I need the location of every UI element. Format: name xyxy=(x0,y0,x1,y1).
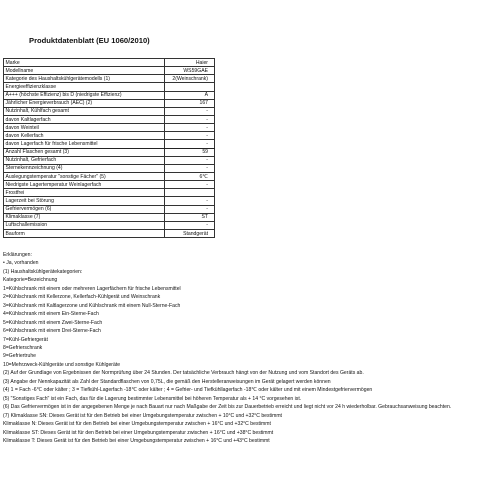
row-value: Standgerät xyxy=(165,229,215,237)
row-label: Anzahl Flaschen gesamt (3) xyxy=(4,148,165,156)
table-row xyxy=(4,172,215,180)
table-row xyxy=(4,124,215,132)
table-row xyxy=(4,205,215,213)
row-label: davon Weinteil xyxy=(4,124,165,132)
note-line: (4) 1 = Fach -6℃ oder kälter ; 3 = Tiefkühl-Lagerfach -18℃ oder kälter ; 4 = Gefrier- und Tiefkühllagerfach -18℃ oder kälter und mit einem Mindestgefriervermögen xyxy=(3,387,373,394)
row-value: - xyxy=(165,164,215,172)
note-line: Erklärungen: xyxy=(3,252,32,258)
row-label: davon Kellerfach xyxy=(4,132,165,140)
row-value: - xyxy=(165,156,215,164)
row-label: Modellname xyxy=(4,67,165,75)
row-value xyxy=(165,189,215,197)
row-value: - xyxy=(165,115,215,123)
row-label: Kategorie des Haushaltskühlgerätemodells (1) xyxy=(4,75,165,83)
row-label: Sternekennzeichnung (4) xyxy=(4,164,165,172)
row-value: - xyxy=(165,124,215,132)
row-value: 167 xyxy=(165,99,215,107)
row-value: - xyxy=(165,197,215,205)
table-row xyxy=(4,140,215,148)
note-line: 4=Kühlschrank mit einem Ein-Sterne-Fach xyxy=(3,311,99,318)
row-label: Gefriervermögen (6) xyxy=(4,205,165,213)
row-label: Nutzinhalt, Gefrierfach xyxy=(4,156,165,164)
table-row xyxy=(4,148,215,156)
note-line: Klimaklasse T: Dieses Gerät ist für den Betrieb bei einer Umgebungstemperatur zwischen + 16°C und +43°C bestimmt xyxy=(3,437,270,444)
row-label: Klimaklasse (7) xyxy=(4,213,165,221)
row-value: WS59GAE xyxy=(165,67,215,75)
table-row xyxy=(4,59,215,67)
row-label: Marke xyxy=(4,59,165,67)
note-line: Klimaklasse ST: Dieses Gerät ist für den Betrieb bei einer Umgebungstemperatur zwischen + 16°C und +38°C bestimmt xyxy=(3,429,274,436)
note-line: (7) Klimaklasse SN: Dieses Gerät ist für den Betrieb bei einer Umgebungstemperatur zwischen + 10°C und +32°C bestimmt xyxy=(3,412,282,419)
row-value: A xyxy=(165,91,215,99)
row-value: ST xyxy=(165,213,215,221)
product-data-table-body xyxy=(4,59,215,238)
table-row xyxy=(4,197,215,205)
row-value: - xyxy=(165,205,215,213)
row-label: Bauform xyxy=(4,229,165,237)
note-line: Kategorie=Bezeichnung xyxy=(3,277,58,284)
note-line: • Ja, vorhanden xyxy=(3,260,39,267)
table-row xyxy=(4,156,215,164)
note-line: Klimaklasse N: Dieses Gerät ist für den Betrieb bei einer Umgebungstemperatur zwischen + 16°C und +32°C bestimmt xyxy=(3,421,271,428)
row-value: - xyxy=(165,140,215,148)
row-value: - xyxy=(165,132,215,140)
row-value: - xyxy=(165,107,215,115)
table-row xyxy=(4,83,215,91)
table-row xyxy=(4,67,215,75)
row-label: Auslegungstemperatur "sonstige Fächer" (5) xyxy=(4,172,165,180)
table-row xyxy=(4,99,215,107)
row-label: Energieeffizienzklasse xyxy=(4,83,165,91)
table-row xyxy=(4,221,215,229)
row-value: 59 xyxy=(165,148,215,156)
table-row xyxy=(4,213,215,221)
table-row xyxy=(4,229,215,237)
row-label: Jährlicher Energieverbrauch (AEC) (2) xyxy=(4,99,165,107)
note-line: 10=Mehrzweck-Kühlgeräte und sonstige Kühlgeräte xyxy=(3,361,121,368)
note-line: 9=Gefriertruhe xyxy=(3,353,36,360)
note-line: 7=Kühl-Gefriergerät xyxy=(3,336,48,343)
note-line: 2=Kühlschrank mit Kellerzone, Kellerfach-Kühlgerät und Weinschrank xyxy=(3,294,161,301)
table-row xyxy=(4,75,215,83)
table-row xyxy=(4,189,215,197)
note-line: 6=Kühlschrank mit einem Drei-Sterne-Fach xyxy=(3,328,101,335)
row-value: Haier xyxy=(165,59,215,67)
table-row xyxy=(4,115,215,123)
table-row xyxy=(4,164,215,172)
table-row xyxy=(4,181,215,189)
row-label: Frostfrei xyxy=(4,189,165,197)
row-label: davon Lagerfach für frische Lebensmittel xyxy=(4,140,165,148)
note-line: (1) Haushaltskühlgerätekategorien: xyxy=(3,268,83,275)
row-label: davon Kaltlagerfach xyxy=(4,115,165,123)
product-data-table xyxy=(3,58,215,238)
table-row xyxy=(4,107,215,115)
row-label: Luftschallemission xyxy=(4,221,165,229)
table-row xyxy=(4,91,215,99)
note-line: (6) Das Gefriervermögen ist in der angegebenen Menge je nach Bauart nur nach Maßgabe der Zeit bis zur Dauerbetrieb erreicht und liegt nicht vor 24 h wiederholbar. Gebrauchsanweisung beachten. xyxy=(3,404,452,411)
note-line: (5) "Sonstiges Fach" ist ein Fach, das für die Lagerung bestimmter Lebensmittel bei höheren Temperatur als + 14 °C vorgesehen ist. xyxy=(3,395,302,402)
note-line: (3) Angabe der Nennkapazität als Zahl der Standardflaschen von 0,75L, die gemäß den Herstelleranweisungen im Gerät gelagert werden können xyxy=(3,378,331,385)
note-line: 1=Kühlschrank mit einem oder mehreren Lagerfächern für frische Lebensmittel xyxy=(3,285,181,292)
page-title: Produktdatenblatt (EU 1060/2010) xyxy=(29,36,150,45)
row-value: 2(Weinschrank) xyxy=(165,75,215,83)
row-label: A+++ (höchste Effizienz) bis D (niedrigste Effizienz) xyxy=(4,91,165,99)
note-line: 3=Kühlschrank mit Kaltlagerzone und Kühlschrank mit einem Null-Sterne-Fach xyxy=(3,302,181,309)
explanations-section xyxy=(3,251,477,445)
note-line: (2) Auf der Grundlage von Ergebnissen der Normprüfung über 24 Stunden. Der tatsächliche Verbrauch hängt von der Nutzung und vom Standort des Geräts ab. xyxy=(3,370,364,377)
row-value xyxy=(165,83,215,91)
row-label: Lagerzeit bei Störung xyxy=(4,197,165,205)
row-value: 6℃ xyxy=(165,172,215,180)
note-line: 8=Gefrierschrank xyxy=(3,344,43,351)
row-value: - xyxy=(165,181,215,189)
row-label: Niedrigste Lagertemperatur Weinlagerfach xyxy=(4,181,165,189)
table-row xyxy=(4,132,215,140)
note-line: 5=Kühlschrank mit einem Zwei-Sterne-Fach xyxy=(3,319,103,326)
row-label: Nutzinhalt, Kühlfach gesamt xyxy=(4,107,165,115)
row-value: - xyxy=(165,221,215,229)
